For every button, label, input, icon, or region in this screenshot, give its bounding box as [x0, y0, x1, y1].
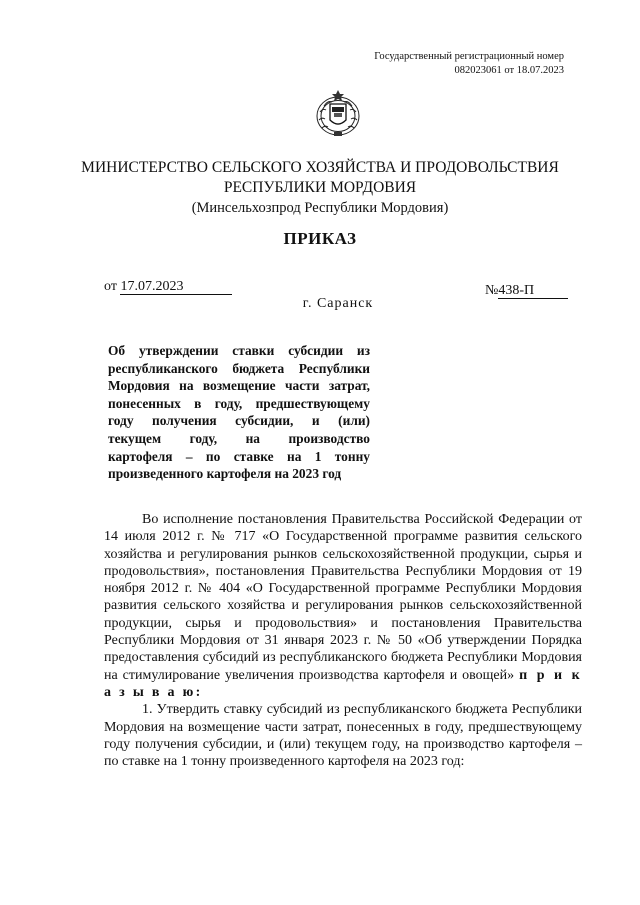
paragraph-preamble [104, 511, 582, 701]
subject-line: понесенных в году, предшествующему [108, 395, 370, 411]
date-prefix: от [104, 279, 117, 294]
subject-line: текущем году, на производство [108, 430, 370, 446]
document-type: ПРИКАЗ [283, 229, 357, 248]
subject-line: картофеля – по ставке на 1 тонну [108, 448, 370, 464]
document-body [104, 511, 582, 770]
subject-line: республиканского бюджета Республики [108, 360, 370, 376]
date-value: 17.07.2023 [120, 279, 232, 295]
subject-line: Мордовия на возмещение части затрат, [108, 378, 370, 394]
paragraph-item-1: 1. Утвердить ставку субсидий из республиканского бюджета Республики Мордовия на возмещение части затрат, понесенных в году, предшествующему году получения субсидии, и (или) текущем году, на производство картофеля – по ставке на 1 тонну произведенного картофеля на 2023 год: [104, 702, 582, 770]
document-subject [108, 342, 370, 483]
ministry-name-line-2: РЕСПУБЛИКИ МОРДОВИЯ [223, 179, 417, 196]
preamble-text: Во исполнение постановления Правительства Российской Федерации от 14 июля 2012 г. № 717 «О Государственной программе развития сельского хозяйства и регулирования рынков сельскохозяйственной продукции, сырья и продовольствия», постановления Правительства Республики Мордовия от 19 ноября 2012 г. № 404 «О Государственной программе Республики Мордовия развития сельского хозяйства и регулирования рынков сельскохозяйственной продукции, сырья и продовольствия» и постановления Правительства Республики Мордовия от 31 января 2023 г. № 50 «Об утверждении Порядка предоставления субсидий из республиканского бюджета Республики Мордовия на стимулирование увеличения производства картофеля и овощей» [104, 512, 582, 683]
city: г. Саранск [302, 296, 374, 311]
subject-line: произведенного картофеля на 2023 год [108, 466, 342, 482]
registration-stamp [304, 50, 564, 78]
coat-of-arms-icon [314, 86, 362, 138]
subject-line: Об утверждении ставки субсидии из [108, 343, 370, 358]
number-prefix: № [485, 283, 499, 298]
document-date [104, 279, 232, 295]
order-word: п р и к а з ы в а ю: [104, 667, 583, 700]
registration-line-2: 082023061 от 18.07.2023 [454, 65, 564, 76]
ministry-short-name: (Минсельхозпрод Республики Мордовия) [191, 200, 449, 216]
ministry-name-line-1: МИНИСТЕРСТВО СЕЛЬСКОГО ХОЗЯЙСТВА И ПРОДОВОЛЬСТВИЯ [81, 159, 559, 176]
subject-line: году получения субсидии, и (или) [108, 413, 370, 429]
registration-line-1: Государственный регистрационный номер [374, 51, 564, 62]
number-value: 438-П [498, 283, 568, 299]
